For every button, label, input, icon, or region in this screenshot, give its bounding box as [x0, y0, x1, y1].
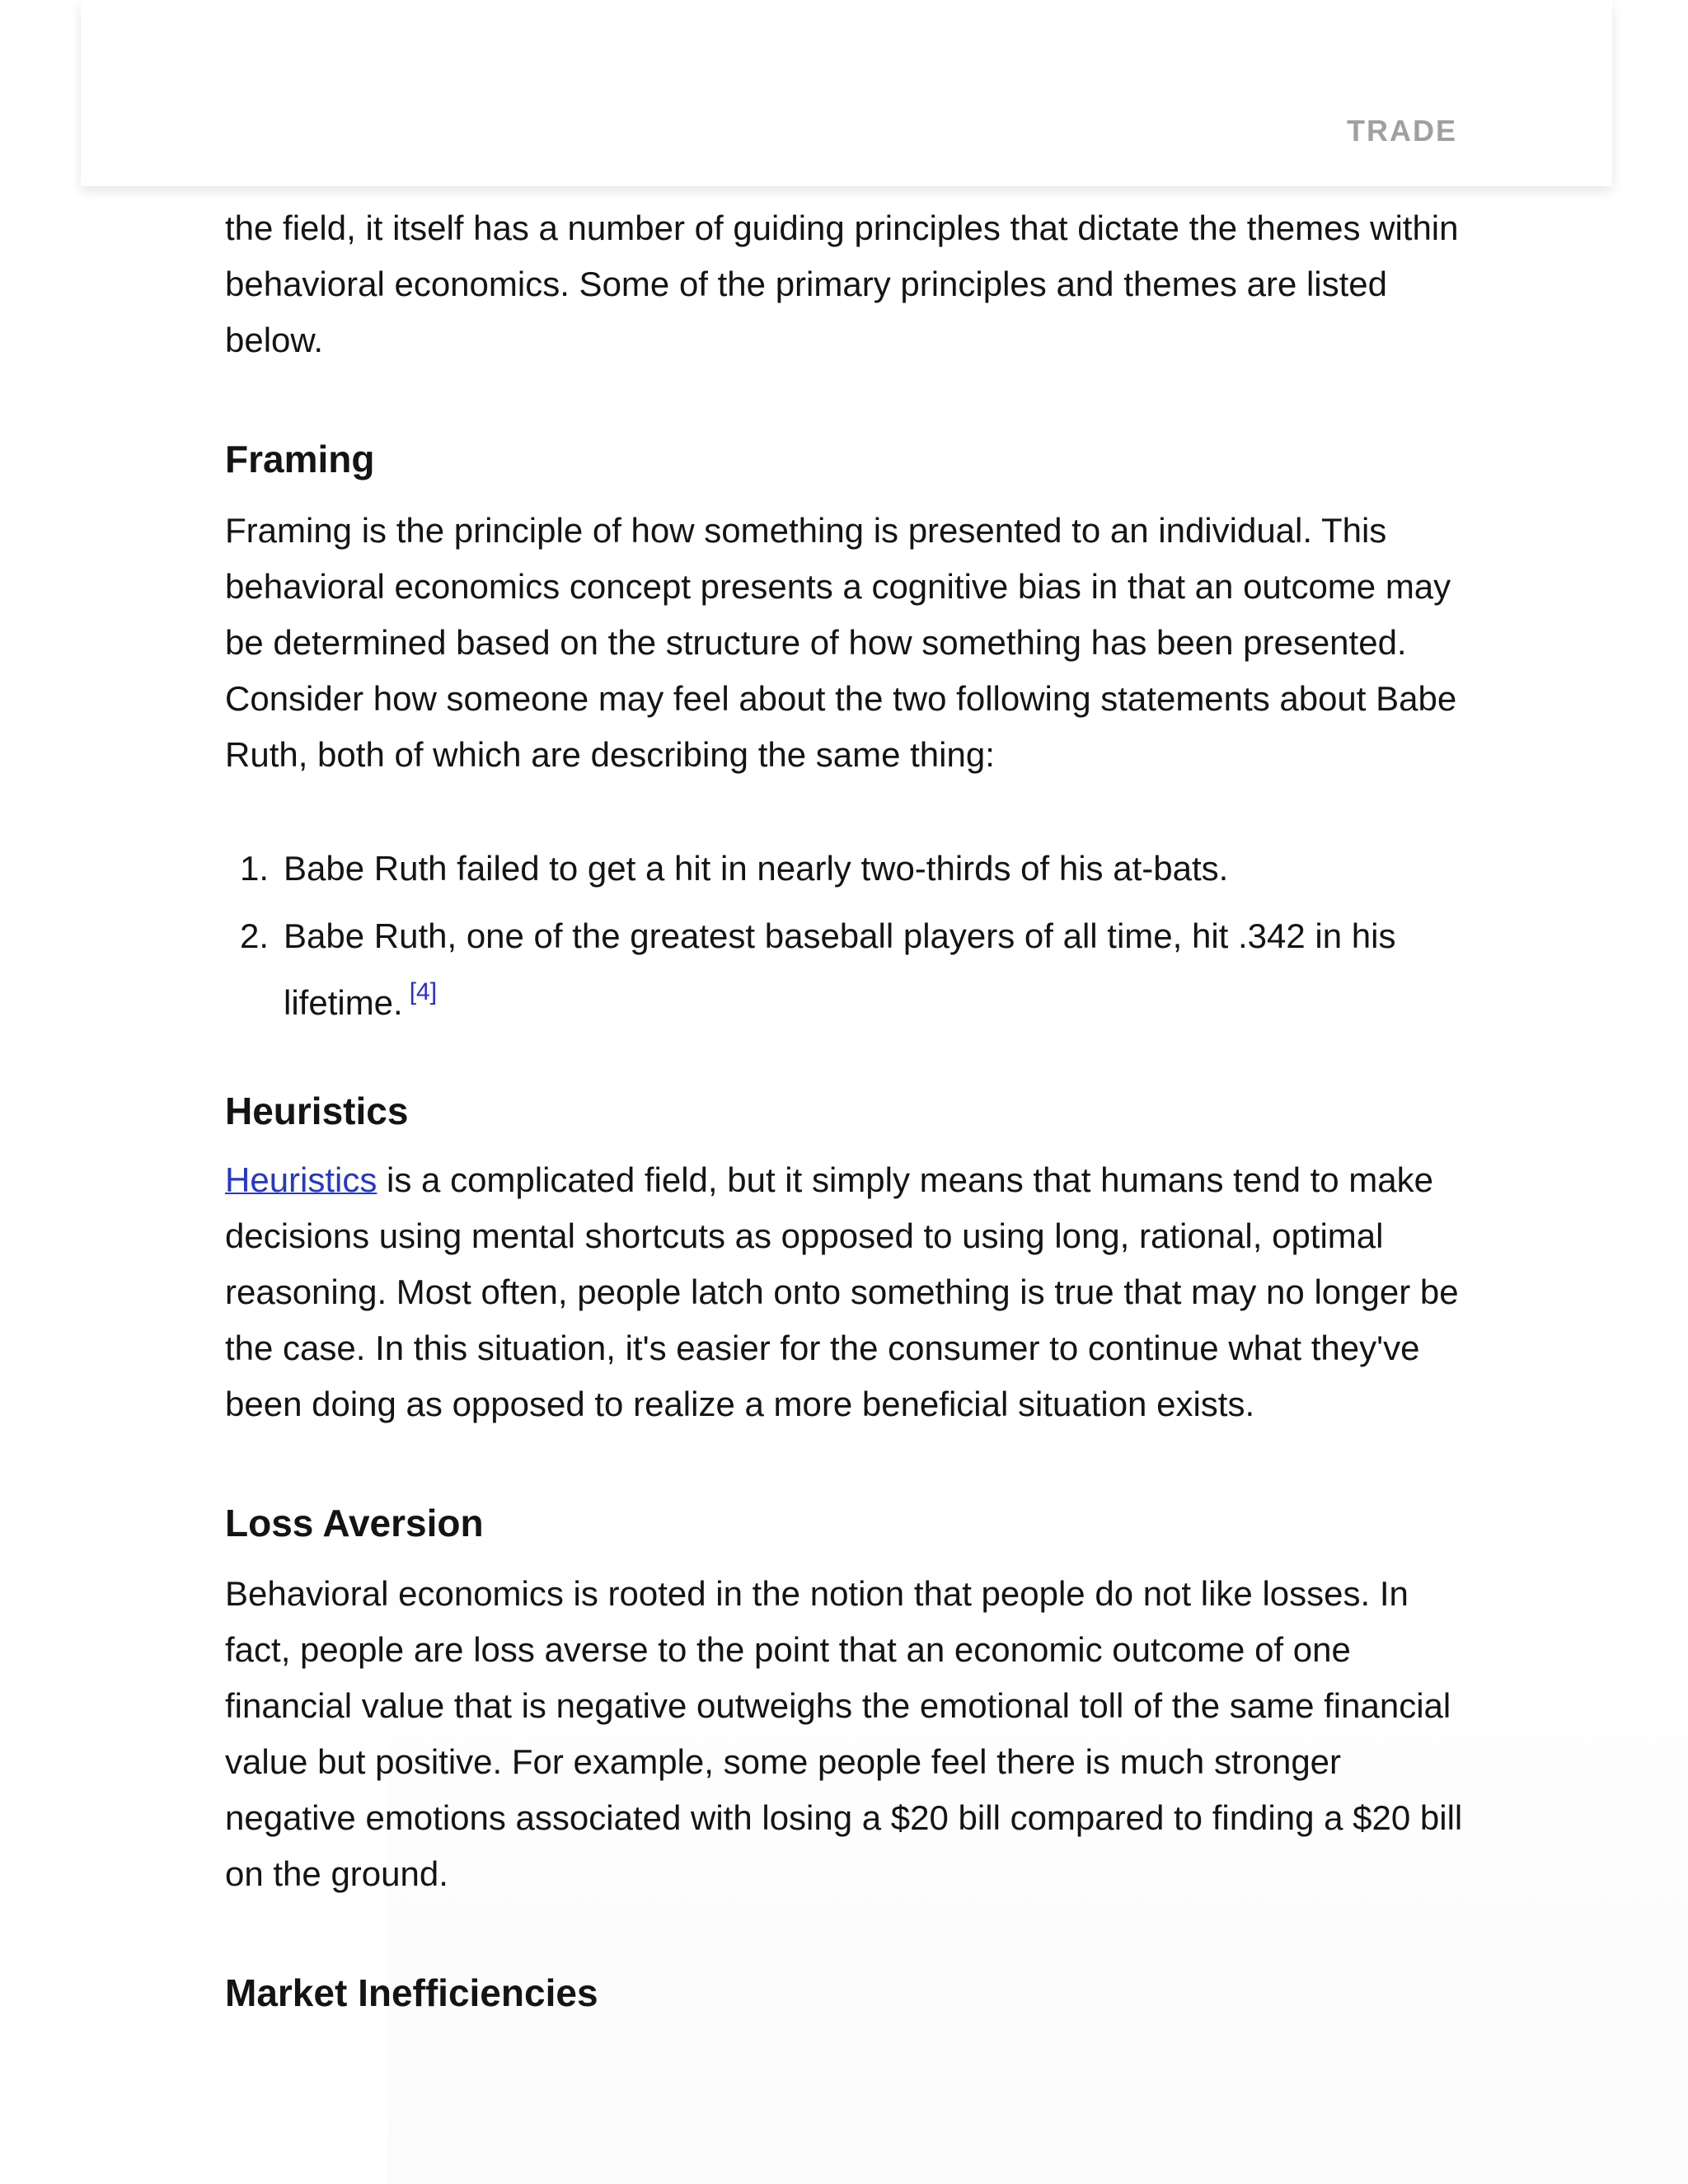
- citation-link-4[interactable]: [4]: [409, 978, 438, 1005]
- framing-paragraph: Framing is the principle of how something is presented to an individual. This behavioral economics concept presents a cognitive bias in that an outcome may be determined based on the structure of how something has been presented. Consider how someone may feel about the two following statements about Babe Ruth, both of which are describing the same thing:: [225, 511, 1457, 774]
- heuristics-paragraph: [225, 1152, 1478, 1432]
- section-heading-heuristics: Heuristics: [225, 1090, 409, 1132]
- section-heading-framing: Framing: [225, 438, 375, 480]
- framing-example-list: [225, 841, 1478, 1031]
- site-header: [81, 0, 1612, 186]
- list-item-text: Babe Ruth, one of the greatest baseball players of all time, hit .342 in his lifetime.: [284, 916, 1396, 1022]
- nav-item-trade[interactable]: TRADE: [1347, 114, 1457, 148]
- loss-aversion-paragraph: Behavioral economics is rooted in the notion that people do not like losses. In fact, people are loss averse to the point that an economic outcome of one financial value that is negative outweighs the emotional toll of the same financial value but positive. For example, some people feel there is much stronger negative emotions associated with losing a $20 bill compared to finding a $20 bill on the ground.: [225, 1574, 1463, 1893]
- heuristics-link[interactable]: Heuristics: [225, 1160, 377, 1199]
- list-item-text: Babe Ruth failed to get a hit in nearly two-thirds of his at-bats.: [284, 849, 1229, 888]
- heuristics-paragraph-text: is a complicated field, but it simply means that humans tend to make decisions using mental shortcuts as opposed to using long, rational, optimal reasoning. Most often, people latch onto something is true that may no longer be the case. In this situation, it's easier for the consumer to continue what they've been doing as opposed to realize a more beneficial situation exists.: [225, 1160, 1459, 1423]
- intro-paragraph: the field, it itself has a number of guiding principles that dictate the themes within behavioral economics. Some of the primary principles and themes are listed below.: [225, 209, 1459, 359]
- list-item: [225, 841, 1478, 897]
- section-heading-loss-aversion: Loss Aversion: [225, 1502, 484, 1544]
- section-heading-market-inefficiencies: Market Inefficiencies: [225, 1971, 598, 2014]
- list-item: [225, 908, 1478, 1031]
- list-item-number: 2.: [240, 916, 270, 955]
- list-item-number: 1.: [240, 849, 270, 888]
